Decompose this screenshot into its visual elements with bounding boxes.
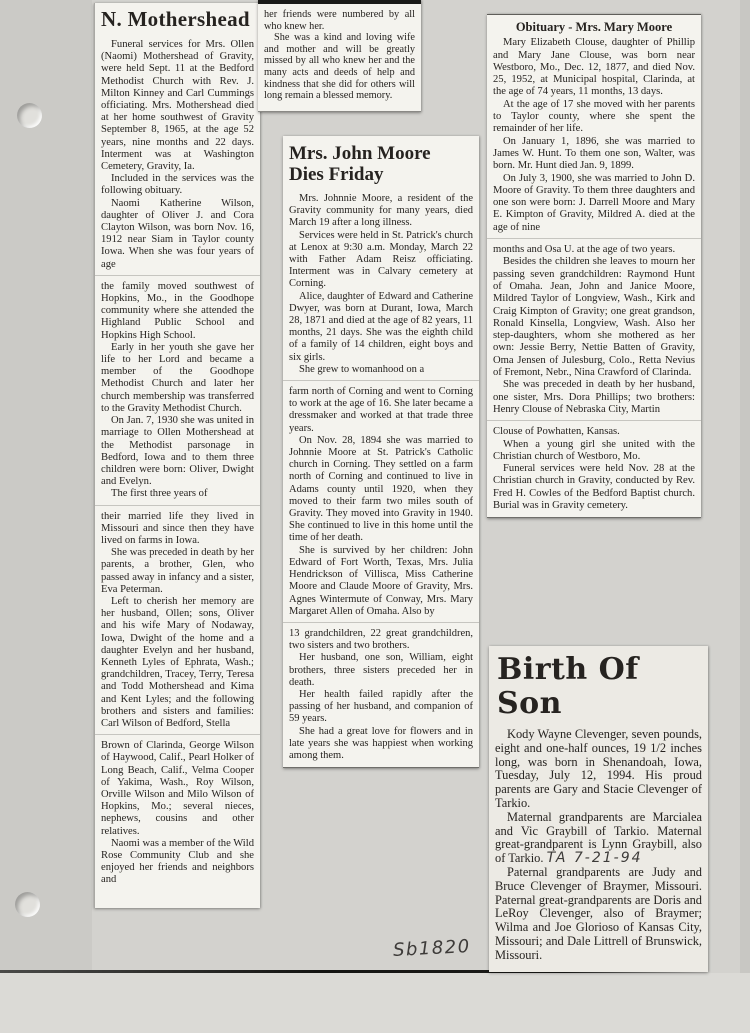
paragraph: Mrs. Johnnie Moore, a resident of the Gravity community for many years, died March 19 after a long illness. bbox=[289, 193, 473, 229]
paragraph: Alice, daughter of Edward and Catherine Dwyer, was born at Durant, Iowa, March 28, 1871 and died at the age of 82 years, 11 months, 21 days. She was the eighth child of a family of 14 children, eight boys and six girls. bbox=[289, 290, 473, 363]
paragraph: She was preceded in death by her husband, one sister, Mrs. Dora Phillips; two brothers: Henry Clouse of Nebraska City, Martin bbox=[493, 379, 695, 415]
paragraph: Besides the children she leaves to mourn her passing seven grandchildren: Raymond Hunt of Omaha. Jean, John and Janice Moore, Mildred Taylor of Longview, Wash., Kirk and Craig Kimpton of Gravity; one great grandson, Ronald Kinsella, Longview, Wash. Also her step-daughters, whom she mothered as her own: Jessie Berry, Nettie Batten of Gravity, Oma Jensen of Julesburg, Colo., Retta Nevius of Fremont, Nebr., Nina Crawford of Clarinda. bbox=[493, 256, 695, 379]
clipping-birth-of-son bbox=[489, 646, 708, 972]
paragraph: Naomi Katherine Wilson, daughter of Oliver J. and Cora Clayton Wilson, was born Nov. 16, 1912 near Siam in Taylor county Iowa. When she was four years of age bbox=[101, 197, 254, 270]
paragraph: On Jan. 7, 1930 she was united in marriage to Ollen Mothershead at the Methodist parsonage in Bedford, Iowa and to them three children were born: Oliver, Dwight and Evelyn. bbox=[101, 415, 254, 488]
clipping-mary-moore-obituary bbox=[487, 14, 701, 518]
punch-hole-bottom bbox=[15, 892, 40, 917]
clipping-cut-line bbox=[283, 380, 479, 383]
paragraph: On January 1, 1896, she was married to James W. Hunt. To them one son, Walter, was born. Mr. Hunt died Jan. 9, 1899. bbox=[493, 135, 695, 172]
paragraph: months and Osa U. at the age of two years. bbox=[493, 244, 676, 256]
paragraph: Funeral services were held Nov. 28 at the Christian church in Gravity, conducted by Rev. Fred H. Cowles of the Bedford Baptist church. Burial was in Gravity cemetery. bbox=[493, 463, 695, 511]
headline bbox=[289, 143, 473, 185]
clipping-mothershead-obituary bbox=[94, 3, 260, 908]
paragraph: 13 grandchildren, 22 great grandchildren, two sisters and two brothers. bbox=[289, 627, 473, 652]
headline: N. Mothershead bbox=[101, 7, 250, 31]
clipping-cut-line bbox=[95, 734, 260, 737]
clipping-cut-line bbox=[95, 505, 260, 508]
headline: Obituary - Mrs. Mary Moore bbox=[515, 20, 673, 34]
paragraph: farm north of Corning and went to Corning to work at the age of 16. She later became a dressmaker and worked at that trade three years. bbox=[289, 386, 473, 434]
paragraph: Her health failed rapidly after the passing of her husband, and companion of 59 years. bbox=[289, 688, 473, 725]
paragraph: Her husband, one son, William, eight brothers, three sisters preceded her in death. bbox=[289, 652, 473, 688]
clipping-cut-line bbox=[487, 420, 701, 423]
paragraph: At the age of 17 she moved with her parents to Taylor county, where she spent the remainder of her life. bbox=[493, 98, 695, 135]
page-left-margin bbox=[0, 0, 92, 1033]
paragraph: She was a kind and loving wife and mother and will be greatly missed by all who knew her and the many acts and deeds of help and kindness that she did for others will long remain a blessed memory. bbox=[264, 32, 415, 102]
paragraph: Mary Elizabeth Clouse, daughter of Phillip and Mary Jane Clouse, was born near Westboro, Mo., Dec. 12, 1877, and died Nov. 25, 1952, at Municipal hospital, Clarinda, at the age of 74 years, 11 months, 13 days. bbox=[493, 37, 695, 98]
paragraph: Kody Wayne Clevenger, seven pounds, eight and one-half ounces, 19 1/2 inches long, was born in Shenandoah, Iowa, Tuesday, July 12, 1994. His proud parents are Gary and Stacie Clevenger of Tarkio. bbox=[495, 727, 702, 810]
handwritten-note: Sb1820 bbox=[392, 935, 472, 962]
paragraph: Paternal grandparents are Judy and Bruce Clevenger of Braymer, Missouri. Paternal great-grandparents are Doris and LeRoy Clevenger, also of Braymer; Wilma and Joe Glorioso of Kansas City, Missouri; and Dale Littrell of Brunswick, Missouri. bbox=[495, 864, 702, 962]
paragraph: Naomi was a member of the Wild Rose Community Club and she enjoyed her friends and neighbors and bbox=[101, 837, 254, 886]
paragraph: The first three years of bbox=[111, 488, 208, 500]
paragraph: Brown of Clarinda, George Wilson of Haywood, Calif., Pearl Holker of Long Beach, Calif., Velma Cooper of Yakima, Wash., Roy Wilson, Orville Wilson and Milo Wilson of Hopkins, Mo.; several nieces, nephews, cousins and other relatives. bbox=[101, 740, 254, 837]
paragraph: Left to cherish her memory are her husband, Ollen; sons, Oliver and his wife Mary of Nodaway, Iowa, Dwight of the home and a daughter Evelyn and her husband, Kenneth Lyles of Ephrata, Wash.; grandchildren, Tracey, Terry, Teresa and Todd Mothershead and Kima and Kent Lyles; and the following brothers and sisters and families: Carl Wilson of Bedford, Stella bbox=[101, 595, 254, 729]
paragraph: Included in the services was the following obituary. bbox=[101, 173, 254, 197]
paragraph: When a young girl she united with the Christian church of Westboro, Mo. bbox=[493, 438, 695, 462]
paragraph: She had a great love for flowers and in late years she was happiest when working among them. bbox=[289, 725, 473, 761]
handwritten-date: TA 7-21-94 bbox=[546, 850, 643, 867]
paragraph: On July 3, 1900, she was married to John D. Moore of Gravity. To them three daughters and one son were born: J. Darrell Moore and Mary E. Kimpton of Gravity, Mildred A. died at the age of nine bbox=[493, 172, 695, 233]
headline-line-2: Dies Friday bbox=[289, 164, 384, 185]
paragraph: She was preceded in death by her parents, a brother, Glen, who passed away in infancy and a sister, Eva Peterman. bbox=[101, 547, 254, 595]
paragraph: She grew to womanhood on a bbox=[299, 363, 425, 375]
headline-line-1: Mrs. John Moore bbox=[289, 143, 431, 164]
paragraph: Funeral services for Mrs. Ollen (Naomi) Mothershead of Gravity, were held Sept. 11 at the Bedford Methodist Church with Rev. J. Milton Kinney and Carl Cummings officiating. Mrs. Mothershead died at her home southwest of Gravity September 8, 1965, at the age 52 years, nine months and 22 days. Interment was at Washington Cemetery, Gravity, Ia. bbox=[101, 39, 254, 173]
paragraph: Services were held in St. Patrick's church at Lenox at 9:30 a.m. Monday, March 22 with Father Adam Reisz officiating. Interment was in Calvary cemetery at Corning. bbox=[289, 229, 473, 290]
paragraph: Early in her youth she gave her life to her Lord and became a member of the Goodhope Methodist Church and later her church membership was transferred to the Gravity Methodist Church. bbox=[101, 341, 254, 414]
paragraph: the family moved southwest of Hopkins, Mo., in the Goodhope community where she attended the Highland Public School and Hopkins High School. bbox=[101, 280, 254, 341]
page-bottom-edge bbox=[0, 973, 750, 1033]
paragraph: She is survived by her children: John Edward of Fort Worth, Texas, Mrs. Julia Hendrickson of Villisca, Miss Catherine Moore and Claude Moore of Gravity, Mrs. Agnes Wintermute of Conway, Mrs. Mary Margaret Allen of Omaha. Also by bbox=[289, 544, 473, 617]
page-right-edge bbox=[740, 0, 750, 1033]
paragraph bbox=[495, 811, 702, 866]
clipping-cut-line bbox=[283, 622, 479, 625]
punch-hole-top bbox=[17, 103, 42, 128]
clipping-cut-line bbox=[95, 275, 260, 278]
clipping-mothershead-continuation bbox=[258, 0, 421, 112]
clipping-cut-line bbox=[487, 238, 701, 241]
paragraph: Clouse of Powhatten, Kansas. bbox=[493, 426, 620, 438]
clipping-john-moore-obituary bbox=[283, 136, 479, 768]
headline: Birth Of Son bbox=[497, 652, 639, 721]
paragraph: her friends were numbered by all who knew her. bbox=[264, 9, 415, 32]
paragraph: On Nov. 28, 1894 she was married to Johnnie Moore at St. Patrick's Catholic church in Corning. They settled on a farm north of Corning and continued to live in Adams county until 1920, when they moved to their farm two miles south of Gravity. They moved into Gravity in 1940. She continued to live in this home until the time of her death. bbox=[289, 434, 473, 544]
paragraph: their married life they lived in Missouri and since then they have lived on farms in Iowa. bbox=[101, 510, 254, 546]
paragraph-text: Maternal grandparents are Marcialea and Vic Graybill of Tarkio. Maternal great-grandparent is Lynn Graybill, also of Tarkio. bbox=[495, 809, 702, 866]
